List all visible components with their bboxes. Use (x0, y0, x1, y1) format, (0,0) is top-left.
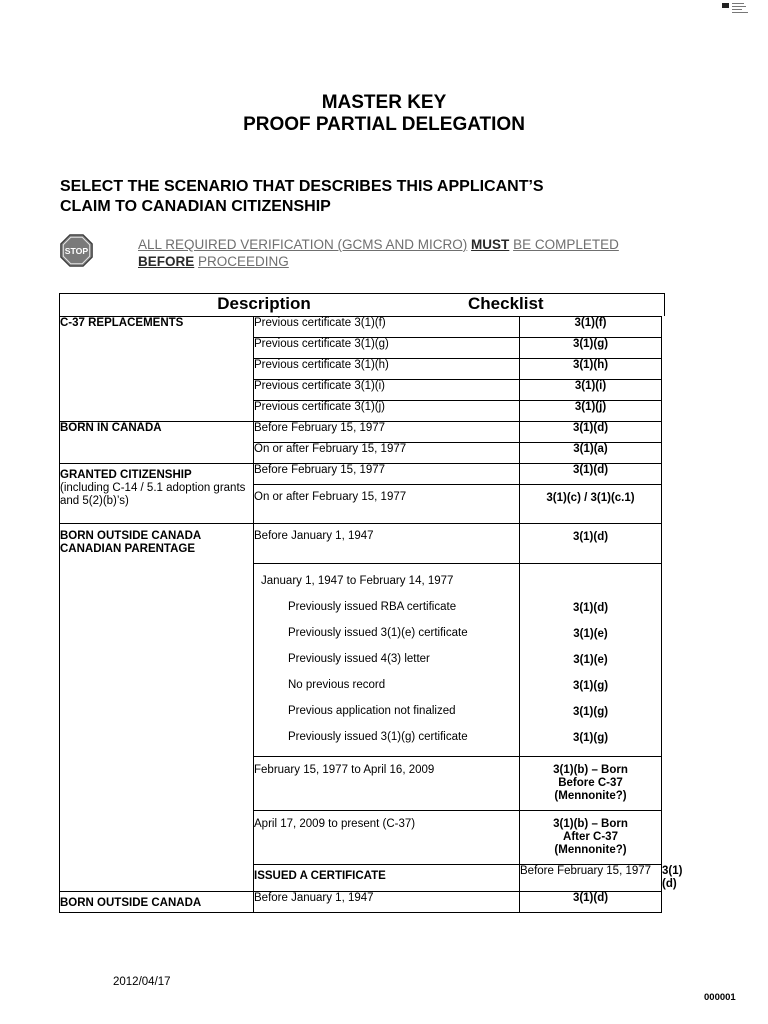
category-born-outside-canada (60, 524, 254, 892)
sub-row-check: 3(1)(d) (572, 602, 609, 614)
sub-row-desc: Previously issued RBA certificate (288, 601, 457, 613)
table-row (60, 317, 662, 338)
row-check: 3(1)(i) (520, 380, 662, 401)
category-granted-title: GRANTED CITIZENSHIP (60, 469, 192, 481)
page-title-line2: PROOF PARTIAL DELEGATION (243, 114, 525, 135)
table-row: ISSUED A CERTIFICATE Before February 15, 1977 3(1)(d) (254, 865, 683, 890)
row-desc: On or after February 15, 1977 (254, 485, 520, 524)
category-issued-certificate: ISSUED A CERTIFICATE (254, 865, 520, 892)
scenario-heading-line1: SELECT THE SCENARIO THAT DESCRIBES THIS APPLICANT’S (60, 178, 544, 195)
row-check: 3(1)(h) (520, 359, 662, 380)
header-checklist: Checklist (468, 294, 544, 313)
sub-row-desc: Previous application not finalized (288, 705, 456, 717)
row-desc: Previous certificate 3(1)(g) (254, 338, 520, 359)
footer-date: 2012/04/17 (113, 976, 171, 988)
stop-sign-text: STOP (64, 246, 89, 257)
row-check: 3(1)(f) (520, 317, 662, 338)
sub-row-check: 3(1)(g) (572, 732, 609, 744)
check-line: Before C-37 (558, 777, 623, 789)
category-born-outside-line2: CANADIAN PARENTAGE (60, 543, 196, 555)
verification-warning (138, 236, 698, 270)
row-desc: Before January 1, 1947 (254, 524, 520, 564)
row-desc: Previous certificate 3(1)(i) (254, 380, 520, 401)
sub-row-check: 3(1)(e) (573, 654, 608, 666)
stop-sign-icon (60, 234, 93, 267)
row-check (520, 811, 662, 865)
scenario-heading-line2: CLAIM TO CANADIAN CITIZENSHIP (60, 198, 331, 215)
warning-before: BEFORE (138, 254, 195, 269)
citizenship-scenario-table (59, 293, 683, 913)
row-check: 3(1)(d) (520, 422, 662, 443)
category-granted-sub: (including C-14 / 5.1 adoption grants and 5(2)(b)’s) (60, 482, 246, 507)
sub-row-desc: Previously issued 4(3) letter (288, 653, 430, 665)
table-header (60, 294, 662, 317)
warning-part3: PROCEEDING (198, 254, 289, 269)
row-desc: Before February 15, 1977 (254, 464, 520, 485)
table-row (60, 524, 662, 564)
row-check: 3(1)(j) (520, 401, 662, 422)
row-desc: Before February 15, 1977 (254, 422, 520, 443)
check-line: 3(1)(b) – Born (553, 764, 628, 776)
warning-part1: ALL REQUIRED VERIFICATION (GCMS AND MICRO) (138, 237, 468, 252)
check-line: (Mennonite?) (554, 790, 627, 802)
range-label: January 1, 1947 to February 14, 1977 (261, 575, 454, 587)
range-1947-1977-checks (520, 564, 662, 757)
table-row (60, 422, 662, 443)
row-check: 3(1)(c) / 3(1)(c.1) (520, 485, 662, 524)
scenario-heading (60, 177, 710, 217)
row-desc: Previous certificate 3(1)(h) (254, 359, 520, 380)
check-line: (Mennonite?) (554, 844, 627, 856)
header-description: Description (217, 294, 311, 313)
row-check (520, 757, 662, 811)
check-line: After C-37 (563, 831, 618, 843)
category-granted-citizenship (60, 464, 254, 524)
row-check: 3(1)(a) (520, 443, 662, 464)
row-desc: Before February 15, 1977 (520, 865, 662, 892)
page-title-line1: MASTER KEY (321, 92, 447, 113)
sub-row-desc: No previous record (288, 679, 386, 691)
row-check: 3(1)(g) (520, 338, 662, 359)
check-line: 3(1)(b) – Born (553, 818, 628, 830)
sub-row-desc: Previously issued 3(1)(e) certificate (288, 627, 468, 639)
government-logo-icon (722, 2, 762, 14)
sub-row-check: 3(1)(e) (573, 628, 608, 640)
table-header-row (60, 294, 662, 317)
row-check: 3(1)(d) (520, 524, 662, 564)
page-number: 000001 (704, 992, 736, 1003)
row-check: 3(1)(d) (520, 892, 662, 913)
sub-row-check: 3(1)(g) (572, 706, 609, 718)
category-born-in-canada: BORN IN CANADA (60, 422, 254, 464)
row-check: 3(1)(d) (520, 464, 662, 485)
table-row (60, 464, 662, 485)
category-born-outside-canada-2: BORN OUTSIDE CANADA (60, 892, 254, 913)
row-desc: Previous certificate 3(1)(f) (254, 317, 520, 338)
row-desc: On or after February 15, 1977 (254, 443, 520, 464)
warning-part2: BE COMPLETED (513, 237, 619, 252)
row-desc: April 17, 2009 to present (C-37) (254, 811, 520, 865)
sub-row-check: 3(1)(g) (572, 680, 609, 692)
row-desc: Previous certificate 3(1)(j) (254, 401, 520, 422)
category-born-outside-line1: BORN OUTSIDE CANADA (60, 530, 202, 542)
row-desc: February 15, 1977 to April 16, 2009 (254, 757, 520, 811)
sub-row-desc: Previously issued 3(1)(g) certificate (288, 731, 468, 743)
table-row (60, 892, 662, 913)
warning-must: MUST (471, 237, 510, 252)
range-1947-1977-block (254, 564, 520, 757)
category-c37: C-37 REPLACEMENTS (60, 317, 254, 422)
row-desc: Before January 1, 1947 (254, 892, 520, 913)
